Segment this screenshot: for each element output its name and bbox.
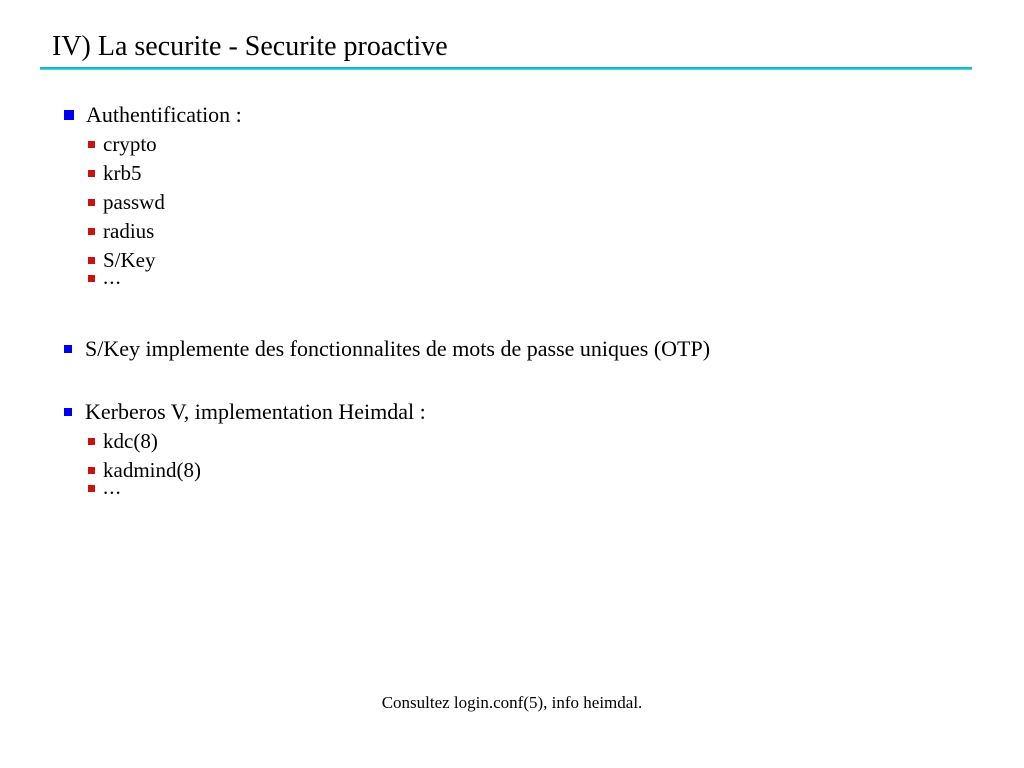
square-bullet-icon bbox=[88, 170, 95, 177]
square-bullet-icon bbox=[88, 228, 95, 235]
square-bullet-icon bbox=[88, 485, 95, 492]
kerberos-sublist bbox=[88, 427, 974, 498]
sub-bullet-radius bbox=[88, 217, 974, 246]
sub-bullet-text: ... bbox=[103, 481, 122, 498]
sub-bullet-ellipsis bbox=[88, 481, 974, 498]
sub-bullet-text: kadmind(8) bbox=[103, 458, 201, 482]
square-bullet-icon bbox=[88, 438, 95, 445]
sub-bullet-text: ... bbox=[103, 271, 122, 288]
sub-bullet-krb5 bbox=[88, 159, 974, 188]
bullet-text: Kerberos V, implementation Heimdal : bbox=[85, 399, 426, 424]
sub-bullet-text: radius bbox=[103, 219, 155, 243]
bullet-text: Authentification : bbox=[86, 102, 242, 127]
square-bullet-icon bbox=[64, 345, 72, 353]
sub-bullet-passwd bbox=[88, 188, 974, 217]
square-bullet-icon bbox=[88, 199, 95, 206]
square-bullet-icon bbox=[64, 110, 74, 120]
sub-bullet-crypto bbox=[88, 130, 974, 159]
square-bullet-icon bbox=[88, 275, 95, 282]
sub-bullet-text: passwd bbox=[103, 190, 165, 214]
sub-bullet-text: S/Key bbox=[103, 248, 156, 272]
bullet-authentification bbox=[64, 100, 974, 130]
authentification-sublist bbox=[88, 130, 974, 288]
page-title: IV) La securite - Securite proactive bbox=[52, 31, 448, 62]
square-bullet-icon bbox=[88, 141, 95, 148]
sub-bullet-ellipsis bbox=[88, 271, 974, 288]
sub-bullet-text: krb5 bbox=[103, 161, 142, 185]
footer-note: Consultez login.conf(5), info heimdal. bbox=[381, 693, 643, 712]
square-bullet-icon bbox=[64, 408, 72, 416]
square-bullet-icon bbox=[88, 467, 95, 474]
title-underline-divider bbox=[40, 67, 972, 70]
slide-body bbox=[64, 100, 974, 498]
bullet-skey-otp bbox=[64, 334, 974, 364]
sub-bullet-text: kdc(8) bbox=[103, 429, 158, 453]
bullet-kerberos bbox=[64, 397, 974, 427]
sub-bullet-text: crypto bbox=[103, 132, 157, 156]
bullet-text: S/Key implemente des fonctionnalites de mots de passe uniques (OTP) bbox=[85, 336, 711, 361]
sub-bullet-kdc bbox=[88, 427, 974, 456]
square-bullet-icon bbox=[88, 257, 95, 264]
